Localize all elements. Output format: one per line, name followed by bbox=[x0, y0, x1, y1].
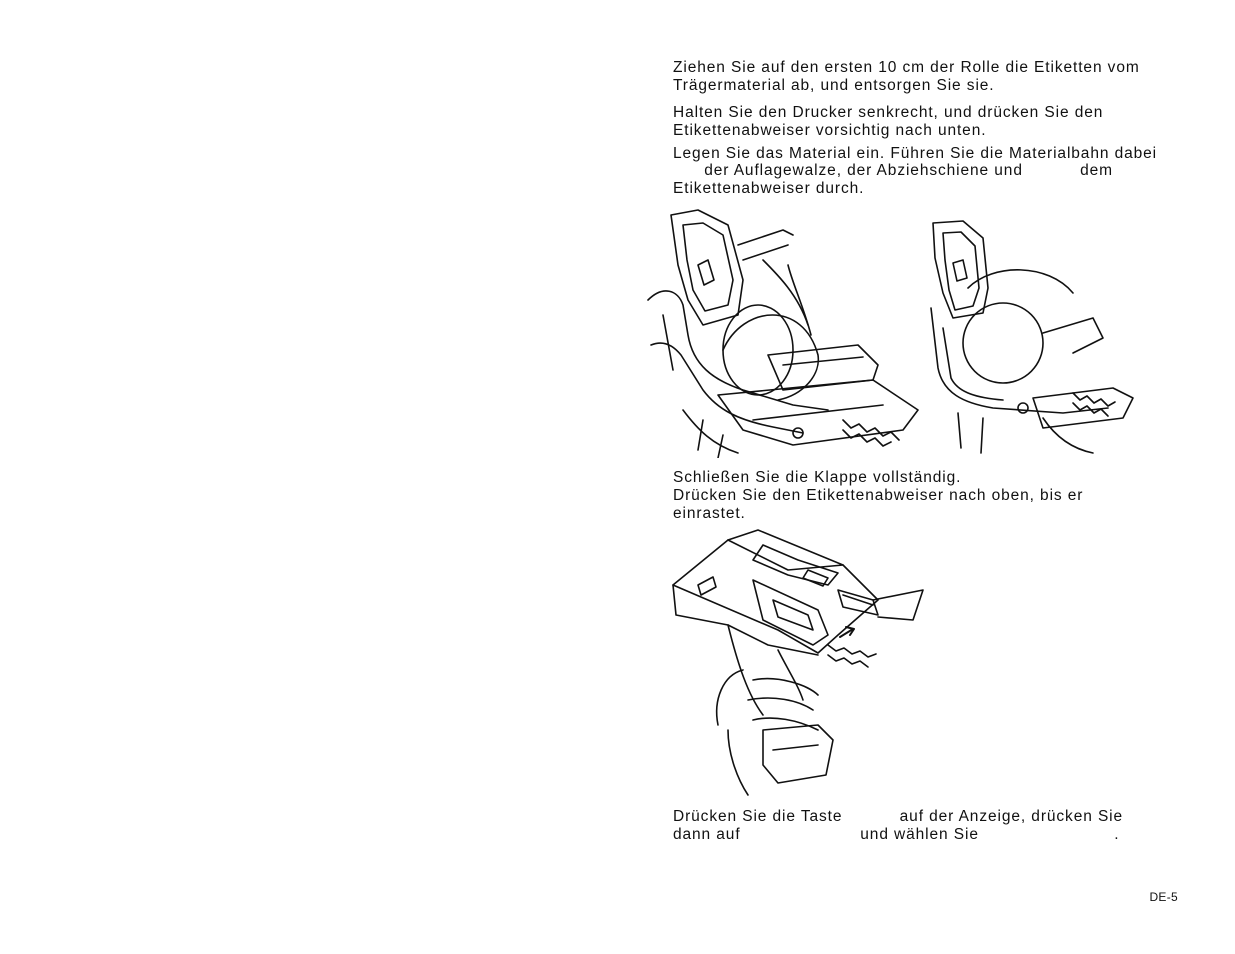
load-instruction-line-1: Legen Sie das Material ein. Führen Sie die Materialbahn dabei bbox=[673, 145, 1158, 162]
close-instruction-line-1: Schließen Sie die Klappe vollständig. bbox=[673, 469, 962, 486]
menu-instruction-line-1: Drücken Sie die Taste auf der Anzeige, drücken Sie bbox=[673, 808, 1124, 825]
printer-loading-illustration-right bbox=[923, 218, 1145, 458]
hold-instruction-line-1: Halten Sie den Drucker senkrecht, und drücken Sie den bbox=[673, 104, 1104, 121]
press-instruction-line-2: einrastet. bbox=[673, 505, 746, 522]
page-number: DE-5 bbox=[1149, 890, 1178, 904]
printer-closed-illustration bbox=[668, 525, 928, 800]
load-instruction-line-2: der Auflagewalze, der Abziehschiene und dem bbox=[673, 162, 1113, 179]
press-instruction-line-1: Drücken Sie den Etikettenabweiser nach oben, bis er bbox=[673, 487, 1084, 504]
printer-loading-illustration-left bbox=[643, 205, 928, 458]
menu-instruction-line-2: dann auf und wählen Sie . bbox=[673, 826, 1120, 843]
peel-instruction-line-2: Trägermaterial ab, und entsorgen Sie sie. bbox=[673, 77, 995, 94]
load-instruction-line-3: Etikettenabweiser durch. bbox=[673, 180, 865, 197]
peel-instruction-line-1: Ziehen Sie auf den ersten 10 cm der Rolle die Etiketten vom bbox=[673, 59, 1140, 76]
hold-instruction-line-2: Etikettenabweiser vorsichtig nach unten. bbox=[673, 122, 987, 139]
